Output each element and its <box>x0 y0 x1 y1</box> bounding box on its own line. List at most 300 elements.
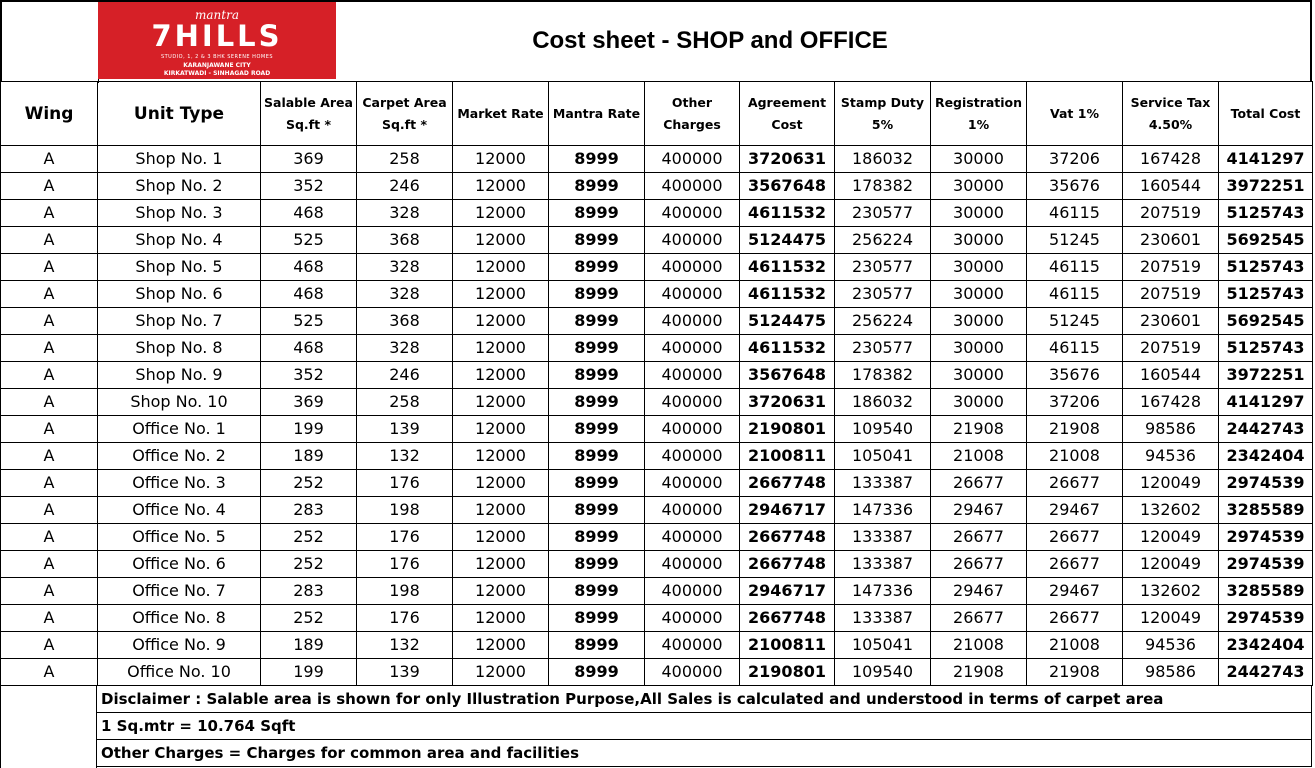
table-cell: 3567648 <box>740 362 835 389</box>
table-cell: 37206 <box>1027 146 1123 173</box>
table-cell: 178382 <box>835 362 931 389</box>
table-row <box>1 254 1313 281</box>
table-cell: 8999 <box>549 551 645 578</box>
table-cell: 283 <box>261 578 357 605</box>
table-cell: 30000 <box>931 227 1027 254</box>
table-cell: 400000 <box>645 335 740 362</box>
table-cell: 468 <box>261 254 357 281</box>
table-cell: 5125743 <box>1219 254 1313 281</box>
table-cell: 400000 <box>645 146 740 173</box>
table-cell: 3972251 <box>1219 362 1313 389</box>
table-cell: 26677 <box>931 524 1027 551</box>
table-cell: 2190801 <box>740 659 835 686</box>
table-cell: 139 <box>357 416 453 443</box>
table-cell: A <box>1 200 98 227</box>
table-cell: 178382 <box>835 173 931 200</box>
table-cell: Office No. 10 <box>98 659 261 686</box>
table-cell: Shop No. 4 <box>98 227 261 254</box>
table-cell: 400000 <box>645 551 740 578</box>
table-cell: A <box>1 254 98 281</box>
table-cell: 8999 <box>549 389 645 416</box>
table-cell: 230577 <box>835 254 931 281</box>
table-cell: 120049 <box>1123 605 1219 632</box>
table-cell: A <box>1 632 98 659</box>
table-cell: 3972251 <box>1219 173 1313 200</box>
table-cell: 252 <box>261 605 357 632</box>
table-cell: 2974539 <box>1219 470 1313 497</box>
disclaimer-note: Disclaimer : Salable area is shown for only Illustration Purpose,All Sales is calculated and understood in terms of carpet area <box>97 686 1312 713</box>
table-cell: 98586 <box>1123 659 1219 686</box>
table-cell: 30000 <box>931 146 1027 173</box>
table-cell: Shop No. 8 <box>98 335 261 362</box>
table-cell: 35676 <box>1027 173 1123 200</box>
table-row <box>1 308 1313 335</box>
table-cell: A <box>1 605 98 632</box>
notes-section <box>0 686 1312 768</box>
table-cell: 105041 <box>835 632 931 659</box>
conversion-note: 1 Sq.mtr = 10.764 Sqft <box>97 713 1312 740</box>
table-cell: 26677 <box>1027 524 1123 551</box>
table-body <box>1 146 1313 686</box>
table-cell: 12000 <box>453 200 549 227</box>
table-cell: A <box>1 524 98 551</box>
table-cell: 2342404 <box>1219 443 1313 470</box>
table-cell: 30000 <box>931 173 1027 200</box>
table-cell: 139 <box>357 659 453 686</box>
notes-blank-cell <box>0 686 97 768</box>
table-row <box>1 146 1313 173</box>
table-cell: Office No. 8 <box>98 605 261 632</box>
table-cell: 198 <box>357 578 453 605</box>
table-cell: 30000 <box>931 362 1027 389</box>
table-cell: 120049 <box>1123 524 1219 551</box>
table-cell: 8999 <box>549 632 645 659</box>
table-row <box>1 227 1313 254</box>
table-cell: Office No. 7 <box>98 578 261 605</box>
table-cell: 3285589 <box>1219 497 1313 524</box>
table-cell: 252 <box>261 551 357 578</box>
table-cell: 105041 <box>835 443 931 470</box>
table-cell: 5125743 <box>1219 335 1313 362</box>
table-cell: 8999 <box>549 281 645 308</box>
column-header: Other Charges <box>645 82 740 146</box>
table-cell: 12000 <box>453 524 549 551</box>
table-cell: 400000 <box>645 416 740 443</box>
table-cell: Office No. 3 <box>98 470 261 497</box>
table-cell: 132 <box>357 443 453 470</box>
table-cell: 5692545 <box>1219 227 1313 254</box>
blank-cell <box>2 2 99 83</box>
table-row <box>1 362 1313 389</box>
table-cell: 30000 <box>931 281 1027 308</box>
table-cell: Office No. 9 <box>98 632 261 659</box>
table-cell: 26677 <box>931 551 1027 578</box>
table-cell: Office No. 2 <box>98 443 261 470</box>
table-cell: 133387 <box>835 470 931 497</box>
table-cell: Office No. 4 <box>98 497 261 524</box>
table-cell: 352 <box>261 173 357 200</box>
column-header: Unit Type <box>98 82 261 146</box>
table-cell: 12000 <box>453 173 549 200</box>
table-cell: 400000 <box>645 362 740 389</box>
table-cell: 5125743 <box>1219 200 1313 227</box>
table-cell: 2667748 <box>740 551 835 578</box>
table-cell: A <box>1 389 98 416</box>
table-cell: A <box>1 659 98 686</box>
table-cell: 525 <box>261 227 357 254</box>
logo-tagline: STUDIO, 1, 2 & 3 BHK SERENE HOMES <box>160 54 274 60</box>
table-cell: 8999 <box>549 362 645 389</box>
table-cell: 400000 <box>645 308 740 335</box>
table-cell: 198 <box>357 497 453 524</box>
table-cell: 2667748 <box>740 470 835 497</box>
table-cell: Shop No. 1 <box>98 146 261 173</box>
table-cell: 368 <box>357 308 453 335</box>
table-cell: 26677 <box>931 605 1027 632</box>
column-header: Agreement Cost <box>740 82 835 146</box>
table-cell: 29467 <box>931 578 1027 605</box>
table-cell: 160544 <box>1123 173 1219 200</box>
table-cell: 400000 <box>645 605 740 632</box>
table-cell: Office No. 1 <box>98 416 261 443</box>
table-cell: 132 <box>357 632 453 659</box>
table-cell: 109540 <box>835 416 931 443</box>
table-cell: 4141297 <box>1219 389 1313 416</box>
table-cell: 400000 <box>645 524 740 551</box>
brand-logo <box>98 2 336 79</box>
table-cell: 133387 <box>835 524 931 551</box>
table-cell: 189 <box>261 443 357 470</box>
table-cell: 132602 <box>1123 497 1219 524</box>
table-cell: 230577 <box>835 281 931 308</box>
table-cell: 12000 <box>453 578 549 605</box>
table-row <box>1 551 1313 578</box>
table-cell: Shop No. 6 <box>98 281 261 308</box>
table-cell: Shop No. 3 <box>98 200 261 227</box>
table-cell: 400000 <box>645 389 740 416</box>
table-cell: 199 <box>261 659 357 686</box>
table-cell: 21908 <box>1027 659 1123 686</box>
column-header: Service Tax 4.50% <box>1123 82 1219 146</box>
table-cell: 160544 <box>1123 362 1219 389</box>
table-cell: A <box>1 227 98 254</box>
table-cell: 29467 <box>1027 578 1123 605</box>
table-cell: 133387 <box>835 605 931 632</box>
table-cell: 2342404 <box>1219 632 1313 659</box>
table-cell: 30000 <box>931 389 1027 416</box>
table-cell: 132602 <box>1123 578 1219 605</box>
table-cell: 12000 <box>453 281 549 308</box>
table-cell: 46115 <box>1027 335 1123 362</box>
table-cell: A <box>1 281 98 308</box>
table-cell: 29467 <box>1027 497 1123 524</box>
table-cell: 468 <box>261 281 357 308</box>
column-header: Market Rate <box>453 82 549 146</box>
table-cell: 2190801 <box>740 416 835 443</box>
table-cell: 400000 <box>645 632 740 659</box>
cost-table <box>0 81 1313 686</box>
table-cell: 2974539 <box>1219 551 1313 578</box>
table-cell: Shop No. 2 <box>98 173 261 200</box>
table-cell: Office No. 5 <box>98 524 261 551</box>
table-cell: 12000 <box>453 308 549 335</box>
table-cell: 12000 <box>453 605 549 632</box>
table-cell: 368 <box>357 227 453 254</box>
table-cell: 3720631 <box>740 389 835 416</box>
table-cell: 12000 <box>453 497 549 524</box>
table-cell: 8999 <box>549 659 645 686</box>
table-cell: 230601 <box>1123 227 1219 254</box>
table-cell: 246 <box>357 362 453 389</box>
column-header: Vat 1% <box>1027 82 1123 146</box>
table-cell: 4611532 <box>740 335 835 362</box>
table-cell: A <box>1 308 98 335</box>
table-cell: 98586 <box>1123 416 1219 443</box>
table-cell: 400000 <box>645 659 740 686</box>
column-header: Mantra Rate <box>549 82 645 146</box>
column-header: Salable Area Sq.ft * <box>261 82 357 146</box>
table-cell: 3285589 <box>1219 578 1313 605</box>
table-cell: 3567648 <box>740 173 835 200</box>
table-cell: 26677 <box>1027 551 1123 578</box>
table-cell: 400000 <box>645 227 740 254</box>
table-cell: 2946717 <box>740 578 835 605</box>
table-cell: 207519 <box>1123 281 1219 308</box>
table-cell: A <box>1 578 98 605</box>
table-cell: 51245 <box>1027 227 1123 254</box>
table-cell: 400000 <box>645 497 740 524</box>
table-cell: Office No. 6 <box>98 551 261 578</box>
table-cell: 30000 <box>931 200 1027 227</box>
table-cell: A <box>1 146 98 173</box>
table-cell: 120049 <box>1123 470 1219 497</box>
table-cell: 133387 <box>835 551 931 578</box>
table-cell: 2667748 <box>740 605 835 632</box>
table-cell: 176 <box>357 551 453 578</box>
column-header: Wing <box>1 82 98 146</box>
table-cell: 230577 <box>835 200 931 227</box>
table-cell: 8999 <box>549 254 645 281</box>
table-cell: 8999 <box>549 146 645 173</box>
table-cell: Shop No. 5 <box>98 254 261 281</box>
table-row <box>1 497 1313 524</box>
table-cell: 109540 <box>835 659 931 686</box>
table-cell: A <box>1 470 98 497</box>
table-cell: 369 <box>261 389 357 416</box>
table-cell: 167428 <box>1123 389 1219 416</box>
table-cell: A <box>1 443 98 470</box>
logo-project-name: 7HILLS <box>151 19 283 53</box>
column-header: Total Cost <box>1219 82 1313 146</box>
table-cell: 37206 <box>1027 389 1123 416</box>
table-cell: 352 <box>261 362 357 389</box>
page-title: Cost sheet - SHOP and OFFICE <box>532 27 888 54</box>
column-header: Carpet Area Sq.ft * <box>357 82 453 146</box>
table-cell: 12000 <box>453 335 549 362</box>
column-header: Stamp Duty 5% <box>835 82 931 146</box>
table-cell: 12000 <box>453 659 549 686</box>
table-cell: 328 <box>357 335 453 362</box>
table-cell: 8999 <box>549 470 645 497</box>
table-cell: 12000 <box>453 443 549 470</box>
table-cell: 21908 <box>1027 416 1123 443</box>
table-cell: 199 <box>261 416 357 443</box>
table-cell: 400000 <box>645 470 740 497</box>
table-cell: 35676 <box>1027 362 1123 389</box>
table-cell: 8999 <box>549 443 645 470</box>
table-cell: 2442743 <box>1219 416 1313 443</box>
table-cell: 252 <box>261 470 357 497</box>
table-cell: 5124475 <box>740 308 835 335</box>
table-cell: 21008 <box>1027 632 1123 659</box>
table-cell: A <box>1 551 98 578</box>
table-cell: A <box>1 497 98 524</box>
table-cell: 400000 <box>645 443 740 470</box>
table-cell: Shop No. 7 <box>98 308 261 335</box>
table-cell: 230577 <box>835 335 931 362</box>
table-cell: 4611532 <box>740 200 835 227</box>
other-charges-note: Other Charges = Charges for common area and facilities <box>97 740 1312 767</box>
table-cell: 12000 <box>453 227 549 254</box>
table-cell: 5125743 <box>1219 281 1313 308</box>
table-cell: 46115 <box>1027 281 1123 308</box>
table-row <box>1 470 1313 497</box>
table-cell: 147336 <box>835 497 931 524</box>
table-row <box>1 605 1313 632</box>
table-cell: 230601 <box>1123 308 1219 335</box>
table-cell: 21908 <box>931 659 1027 686</box>
table-cell: 468 <box>261 200 357 227</box>
table-cell: 400000 <box>645 254 740 281</box>
table-cell: 5692545 <box>1219 308 1313 335</box>
table-cell: 12000 <box>453 362 549 389</box>
table-cell: 8999 <box>549 605 645 632</box>
table-cell: 283 <box>261 497 357 524</box>
table-cell: 400000 <box>645 200 740 227</box>
table-cell: 12000 <box>453 254 549 281</box>
table-cell: 30000 <box>931 335 1027 362</box>
table-cell: 176 <box>357 605 453 632</box>
table-cell: 525 <box>261 308 357 335</box>
table-cell: 12000 <box>453 146 549 173</box>
table-header-row <box>1 82 1313 146</box>
table-cell: 2946717 <box>740 497 835 524</box>
table-cell: 8999 <box>549 497 645 524</box>
table-row <box>1 578 1313 605</box>
table-cell: 2100811 <box>740 632 835 659</box>
table-cell: 29467 <box>931 497 1027 524</box>
table-cell: 8999 <box>549 200 645 227</box>
table-cell: 186032 <box>835 389 931 416</box>
table-cell: 176 <box>357 524 453 551</box>
table-cell: 258 <box>357 146 453 173</box>
logo-location-line1: KARANJAWANE CITY <box>183 62 251 69</box>
table-cell: 12000 <box>453 551 549 578</box>
table-cell: 8999 <box>549 308 645 335</box>
table-cell: 8999 <box>549 173 645 200</box>
table-row <box>1 335 1313 362</box>
table-cell: 4611532 <box>740 281 835 308</box>
table-cell: 400000 <box>645 173 740 200</box>
table-cell: 21908 <box>931 416 1027 443</box>
table-cell: 186032 <box>835 146 931 173</box>
table-cell: 120049 <box>1123 551 1219 578</box>
table-cell: 207519 <box>1123 200 1219 227</box>
table-cell: A <box>1 335 98 362</box>
table-cell: 30000 <box>931 308 1027 335</box>
table-cell: 26677 <box>931 470 1027 497</box>
column-header: Registration 1% <box>931 82 1027 146</box>
table-cell: 30000 <box>931 254 1027 281</box>
table-cell: 46115 <box>1027 200 1123 227</box>
table-row <box>1 389 1313 416</box>
table-cell: 8999 <box>549 335 645 362</box>
table-row <box>1 443 1313 470</box>
table-cell: 8999 <box>549 524 645 551</box>
table-cell: 94536 <box>1123 632 1219 659</box>
table-cell: 400000 <box>645 281 740 308</box>
table-cell: 2974539 <box>1219 605 1313 632</box>
table-cell: 147336 <box>835 578 931 605</box>
table-row <box>1 281 1313 308</box>
table-cell: 12000 <box>453 470 549 497</box>
table-cell: 176 <box>357 470 453 497</box>
table-cell: 2442743 <box>1219 659 1313 686</box>
table-cell: 26677 <box>1027 470 1123 497</box>
table-cell: 256224 <box>835 308 931 335</box>
table-cell: 468 <box>261 335 357 362</box>
table-cell: 328 <box>357 281 453 308</box>
table-cell: 3720631 <box>740 146 835 173</box>
table-cell: 2667748 <box>740 524 835 551</box>
table-cell: 4141297 <box>1219 146 1313 173</box>
table-cell: 12000 <box>453 416 549 443</box>
table-cell: 46115 <box>1027 254 1123 281</box>
table-cell: 369 <box>261 146 357 173</box>
table-cell: 8999 <box>549 227 645 254</box>
table-cell: 207519 <box>1123 335 1219 362</box>
table-row <box>1 659 1313 686</box>
table-cell: A <box>1 173 98 200</box>
table-row <box>1 173 1313 200</box>
table-cell: 12000 <box>453 632 549 659</box>
table-cell: A <box>1 416 98 443</box>
logo-location-line2: KIRKATWADI - SINHAGAD ROAD <box>163 70 271 77</box>
table-cell: 252 <box>261 524 357 551</box>
table-cell: 12000 <box>453 389 549 416</box>
table-cell: 400000 <box>645 578 740 605</box>
table-cell: A <box>1 362 98 389</box>
logo-brand-text: mantra <box>195 8 239 22</box>
table-cell: 26677 <box>1027 605 1123 632</box>
table-cell: 8999 <box>549 578 645 605</box>
table-cell: 4611532 <box>740 254 835 281</box>
table-cell: 207519 <box>1123 254 1219 281</box>
table-cell: 21008 <box>1027 443 1123 470</box>
table-cell: 167428 <box>1123 146 1219 173</box>
table-row <box>1 524 1313 551</box>
table-cell: 2974539 <box>1219 524 1313 551</box>
table-cell: 258 <box>357 389 453 416</box>
table-cell: 94536 <box>1123 443 1219 470</box>
table-cell: 51245 <box>1027 308 1123 335</box>
table-cell: 256224 <box>835 227 931 254</box>
table-cell: 2100811 <box>740 443 835 470</box>
table-cell: 246 <box>357 173 453 200</box>
table-cell: 189 <box>261 632 357 659</box>
table-cell: 8999 <box>549 416 645 443</box>
table-cell: Shop No. 9 <box>98 362 261 389</box>
